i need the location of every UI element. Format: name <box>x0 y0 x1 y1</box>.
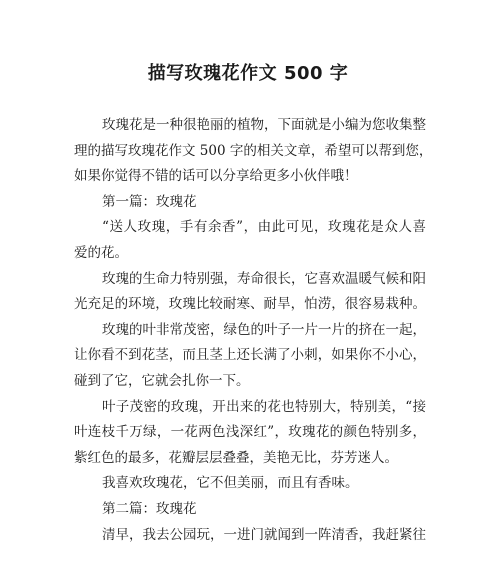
paragraph-line: 我喜欢玫瑰花，它不但美丽，而且有香味。 <box>102 475 359 492</box>
paragraph-line: 叶连枝千万绿，一花两色浅深红”，玫瑰花的颜色特别多， <box>74 424 426 441</box>
paragraph-line: 光充足的环境，玫瑰比较耐寒、耐旱，怕涝，很容易栽种。 <box>74 296 426 313</box>
paragraph-line: “送人玫瑰，手有余香”，由此可见，玫瑰花是众人喜 <box>102 219 426 236</box>
document-title: 描写玫瑰花作文 500 字 <box>147 63 349 84</box>
article-body <box>74 113 433 548</box>
paragraph-line: 紫红色的最多，花瓣层层叠叠，美艳无比，芬芳迷人。 <box>74 449 398 466</box>
paragraph-line: 让你看不到花茎，而且茎上还长满了小刺，如果你不小心， <box>74 347 426 364</box>
paragraph-line: 玫瑰花是一种很艳丽的植物，下面就是小编为您收集整 <box>102 117 426 133</box>
paragraph-line: 理的描写玫瑰花作文 500 字的相关文章，希望可以帮到您， <box>74 142 433 159</box>
paragraph-line: 碰到了它，它就会扎你一下。 <box>74 372 250 389</box>
paragraph-line: 玫瑰的叶非常茂密，绿色的叶子一片一片的挤在一起， <box>102 321 426 338</box>
paragraph-line: 玫瑰的生命力特别强，寿命很长，它喜欢温暖气候和阳 <box>102 270 426 287</box>
paragraph-line: 清早，我去公园玩，一进门就闻到一阵清香，我赶紧往 <box>102 526 426 543</box>
section-heading: 第一篇：玫瑰花 <box>102 193 197 210</box>
paragraph-line: 叶子茂密的玫瑰，开出来的花也特别大，特别美，“接 <box>102 398 426 415</box>
paragraph-line: 爱的花。 <box>74 244 128 261</box>
paragraph-line: 如果你觉得不错的话可以分享给更多小伙伴哦！ <box>74 168 358 185</box>
section-heading: 第二篇：玫瑰花 <box>102 500 197 517</box>
